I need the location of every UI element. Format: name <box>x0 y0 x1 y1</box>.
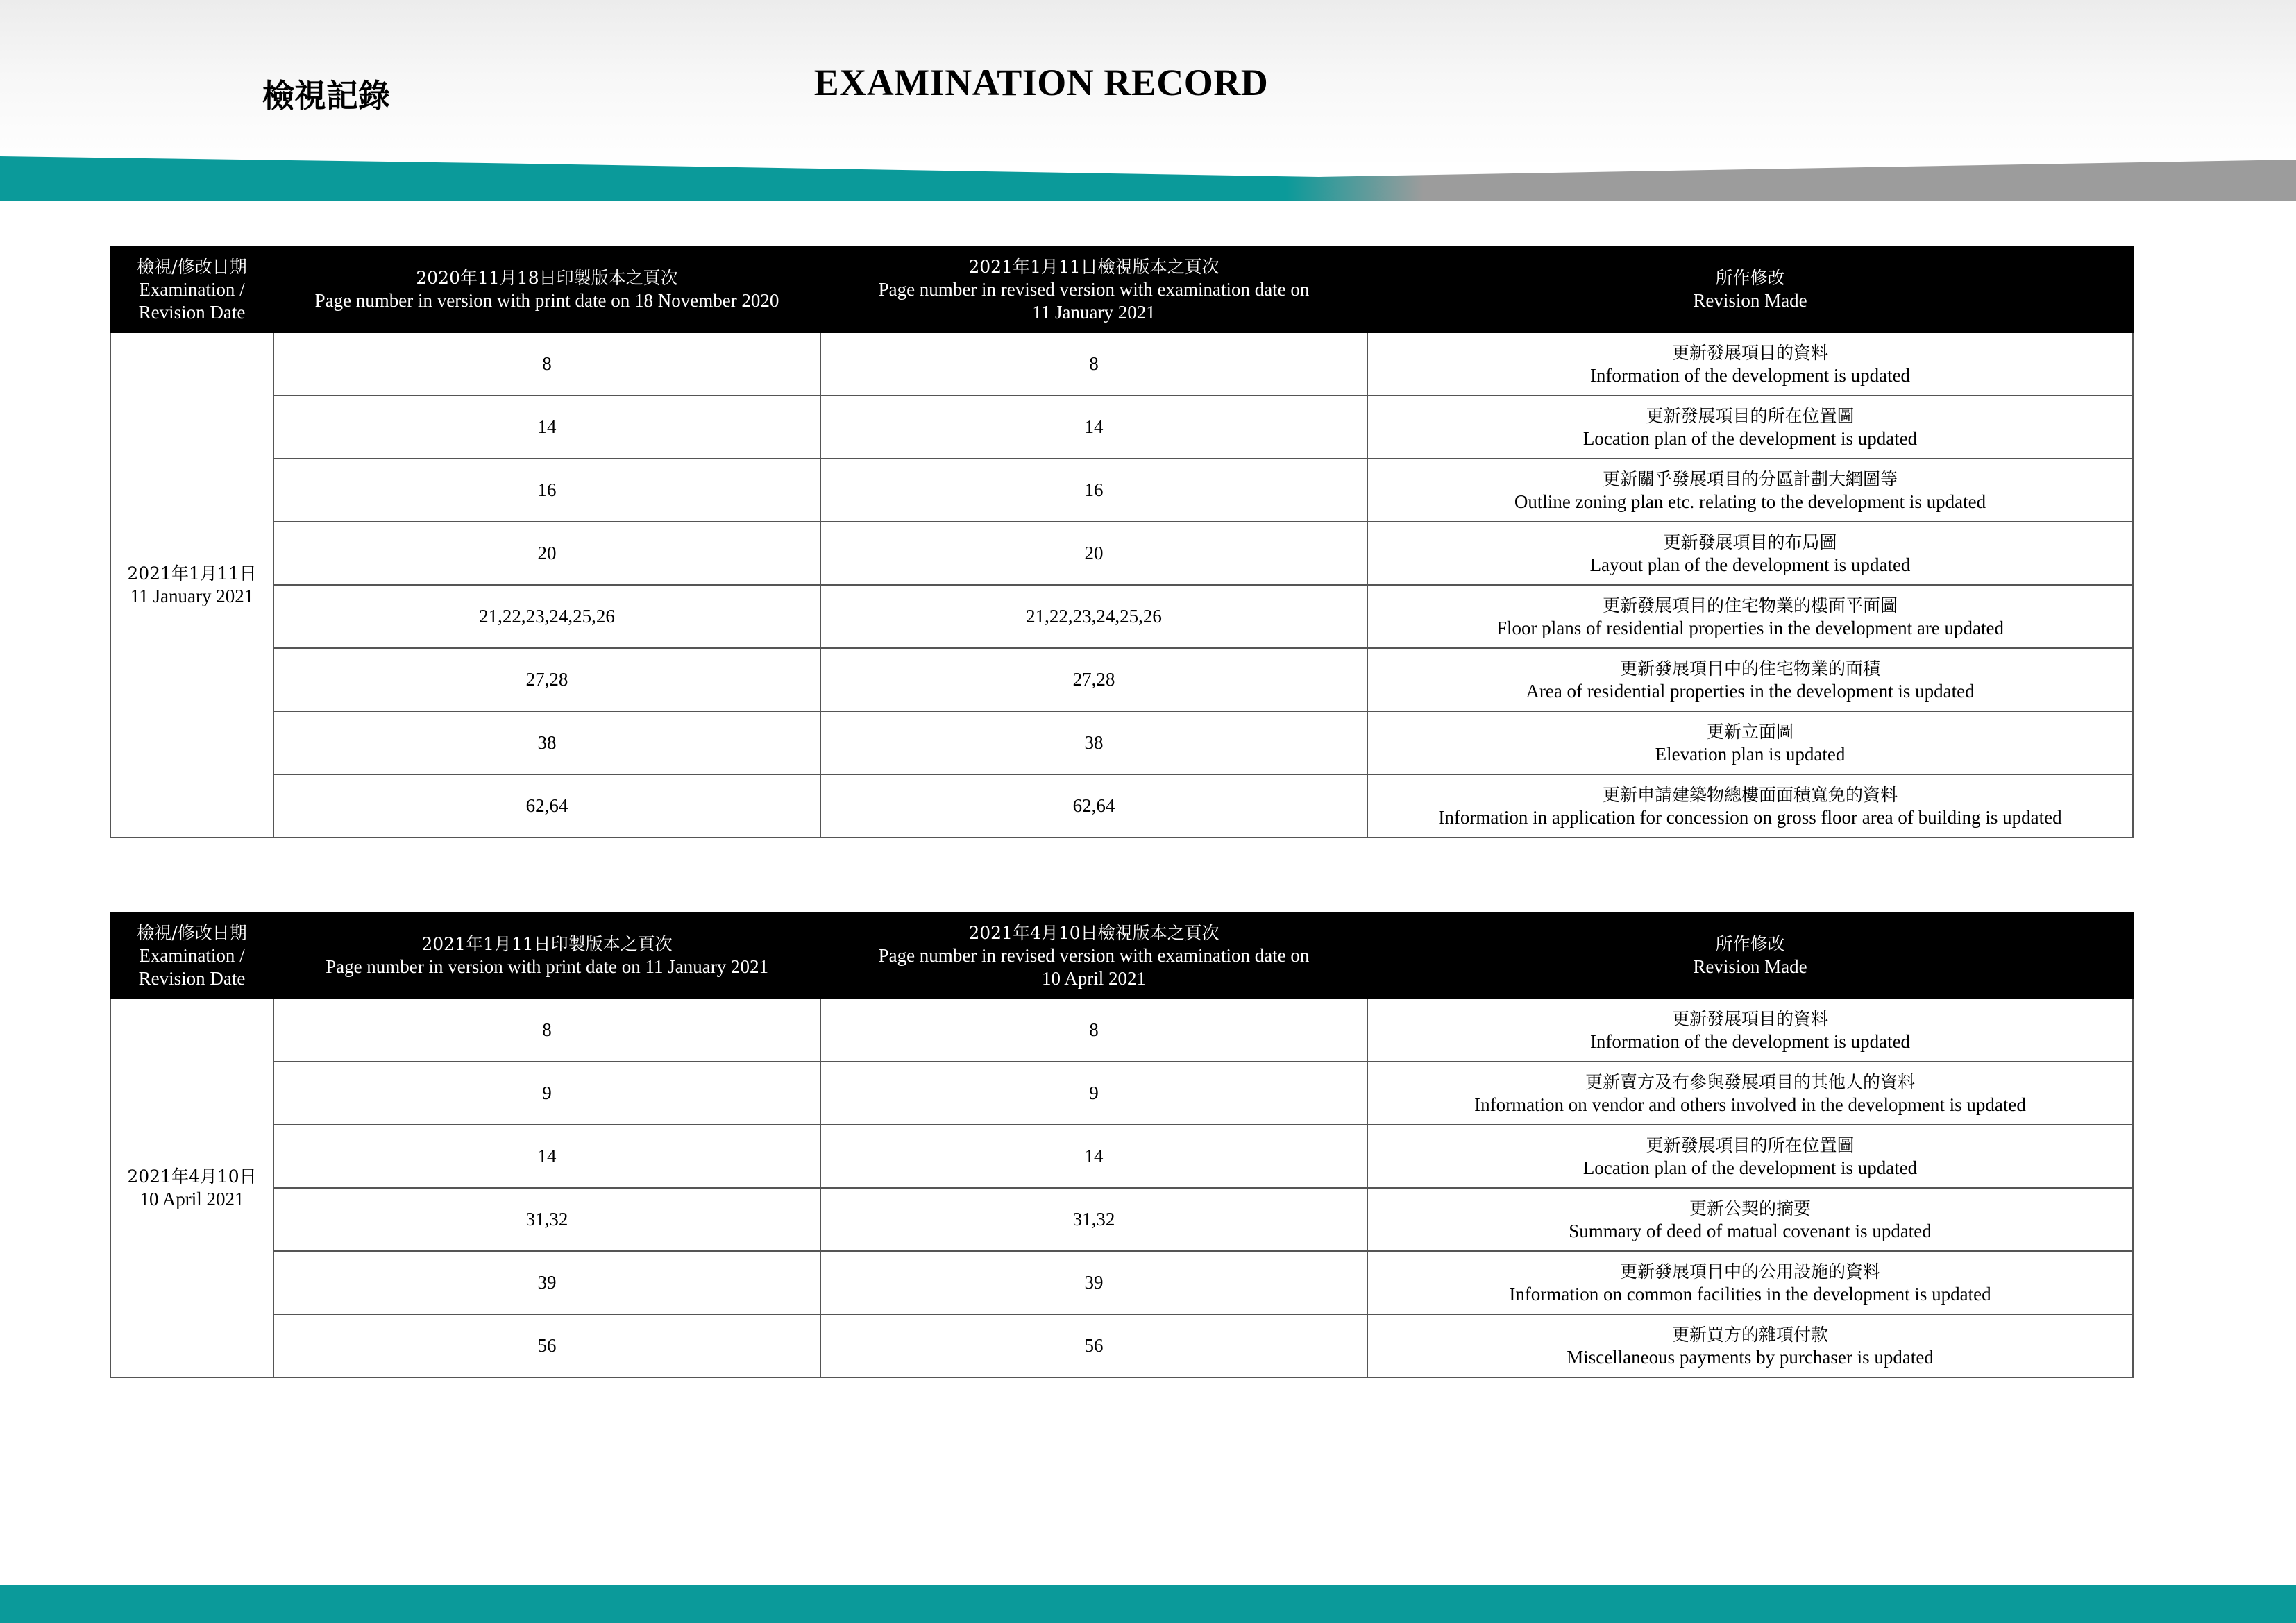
table-row <box>110 459 2133 522</box>
table-header-row <box>110 246 2133 332</box>
revision-zh: 更新公契的摘要 <box>1689 1198 1811 1218</box>
header-new-zh: 2021年1月11日檢視版本之頁次 <box>968 256 1219 277</box>
new-page-cell: 31,32 <box>820 1188 1367 1251</box>
revision-en: Information of the development is updated <box>1589 1030 1911 1052</box>
table-row <box>110 1188 2133 1251</box>
revision-en: Outline zoning plan etc. relating to the development is updated <box>1514 491 1986 512</box>
revision-cell <box>1367 1188 2133 1251</box>
revision-zh: 更新賣方及有參與發展項目的其他人的資料 <box>1585 1071 1915 1092</box>
new-page-cell: 56 <box>820 1314 1367 1377</box>
old-page-cell: 31,32 <box>273 1188 820 1251</box>
table-row <box>110 711 2133 774</box>
header-date-en2: Revision Date <box>138 301 246 323</box>
header-rev-en: Revision Made <box>1693 290 1807 311</box>
table-row <box>110 1251 2133 1314</box>
table-row <box>110 332 2133 396</box>
revision-cell <box>1367 1251 2133 1314</box>
revision-date-en: 11 January 2021 <box>130 586 254 606</box>
old-page-cell: 62,64 <box>273 774 820 838</box>
revision-en: Floor plans of residential properties in the development are updated <box>1496 617 2004 638</box>
revision-en: Information on common facilities in the development is updated <box>1509 1283 1991 1305</box>
header-new-zh: 2021年4月10日檢視版本之頁次 <box>968 922 1219 943</box>
revision-date-en: 10 April 2021 <box>140 1189 244 1209</box>
revision-zh: 更新發展項目中的公用設施的資料 <box>1619 1261 1880 1282</box>
revision-en: Layout plan of the development is updated <box>1589 554 1911 575</box>
header-old-zh: 2020年11月18日印製版本之頁次 <box>416 268 678 288</box>
header-old-en: Page number in version with print date on 18 November 2020 <box>314 290 779 311</box>
page-title: EXAMINATION RECORD <box>813 62 1269 103</box>
header-date-en2: Revision Date <box>138 967 246 989</box>
revision-cell <box>1367 585 2133 648</box>
old-page-cell: 8 <box>273 999 820 1062</box>
revision-zh: 更新關乎發展項目的分區計劃大綱圖等 <box>1602 468 1898 489</box>
new-page-cell: 27,28 <box>820 648 1367 711</box>
old-page-cell: 38 <box>273 711 820 774</box>
revision-cell <box>1367 396 2133 459</box>
table-row <box>110 774 2133 838</box>
header-revision-date <box>110 246 273 332</box>
revision-en: Summary of deed of matual covenant is updated <box>1569 1220 1932 1241</box>
revision-cell <box>1367 1314 2133 1377</box>
new-page-cell: 9 <box>820 1062 1367 1125</box>
table-row <box>110 396 2133 459</box>
revision-en: Area of residential properties in the development is updated <box>1526 680 1975 702</box>
revision-zh: 更新發展項目的住宅物業的樓面平面圖 <box>1602 595 1898 615</box>
revision-en: Information of the development is updated <box>1589 364 1911 386</box>
header-new-en1: Page number in revised version with examination date on <box>878 944 1310 966</box>
revision-zh: 更新發展項目的所在位置圖 <box>1646 1135 1855 1155</box>
revision-cell <box>1367 522 2133 585</box>
table-row <box>110 1062 2133 1125</box>
examination-table-1 <box>110 246 2134 838</box>
revision-en: Information in application for concession on gross floor area of building is updated <box>1438 806 2062 828</box>
new-page-cell: 14 <box>820 1125 1367 1188</box>
revision-zh: 更新立面圖 <box>1706 721 1793 742</box>
header-date-en1: Examination / <box>139 944 245 966</box>
footer-bar <box>0 1585 2296 1623</box>
revision-cell <box>1367 332 2133 396</box>
new-page-cell: 16 <box>820 459 1367 522</box>
revision-cell <box>1367 774 2133 838</box>
header-old-page <box>273 912 820 999</box>
table-row <box>110 585 2133 648</box>
table-row <box>110 1314 2133 1377</box>
revision-en: Location plan of the development is updated <box>1582 1157 1918 1178</box>
old-page-cell: 27,28 <box>273 648 820 711</box>
old-page-cell: 8 <box>273 332 820 396</box>
revision-en: Information on vendor and others involved in the development is updated <box>1474 1094 2026 1115</box>
old-page-cell: 9 <box>273 1062 820 1125</box>
revision-cell <box>1367 648 2133 711</box>
header-revision-date <box>110 912 273 999</box>
header-new-en1: Page number in revised version with examination date on <box>878 278 1310 300</box>
table-header-row <box>110 912 2133 999</box>
revision-cell <box>1367 999 2133 1062</box>
header-new-page <box>820 912 1367 999</box>
revision-date-zh: 2021年1月11日 <box>127 563 257 584</box>
revision-date-zh: 2021年4月10日 <box>127 1166 257 1187</box>
header-old-page <box>273 246 820 332</box>
revision-zh: 更新發展項目的所在位置圖 <box>1646 405 1855 426</box>
header-rev-zh: 所作修改 <box>1715 268 1785 288</box>
header-new-en2: 11 January 2021 <box>1032 301 1156 323</box>
header-revision-made <box>1367 246 2133 332</box>
new-page-cell: 62,64 <box>820 774 1367 838</box>
new-page-cell: 21,22,23,24,25,26 <box>820 585 1367 648</box>
revision-en: Elevation plan is updated <box>1655 743 1846 765</box>
revision-zh: 更新發展項目的布局圖 <box>1663 532 1837 552</box>
revision-zh: 更新發展項目的資料 <box>1671 1008 1828 1029</box>
revision-cell <box>1367 1062 2133 1125</box>
header-date-zh: 檢視/修改日期 <box>137 256 247 277</box>
table-row <box>110 999 2133 1062</box>
header-rev-zh: 所作修改 <box>1715 934 1785 954</box>
revision-zh: 更新申請建築物總樓面面積寬免的資料 <box>1602 784 1898 805</box>
revision-cell <box>1367 459 2133 522</box>
new-page-cell: 8 <box>820 999 1367 1062</box>
header-old-zh: 2021年1月11日印製版本之頁次 <box>421 934 673 954</box>
old-page-cell: 21,22,23,24,25,26 <box>273 585 820 648</box>
new-page-cell: 8 <box>820 332 1367 396</box>
revision-en: Miscellaneous payments by purchaser is updated <box>1567 1346 1934 1368</box>
old-page-cell: 39 <box>273 1251 820 1314</box>
revision-zh: 更新買方的雜項付款 <box>1671 1324 1828 1345</box>
table-row <box>110 648 2133 711</box>
old-page-cell: 56 <box>273 1314 820 1377</box>
new-page-cell: 20 <box>820 522 1367 585</box>
header-band <box>0 149 2296 205</box>
revision-zh: 更新發展項目的資料 <box>1671 342 1828 363</box>
header-new-en2: 10 April 2021 <box>1041 967 1146 989</box>
revision-cell <box>1367 711 2133 774</box>
old-page-cell: 16 <box>273 459 820 522</box>
revision-zh: 更新發展項目中的住宅物業的面積 <box>1619 658 1880 679</box>
page-title-zh: 檢視記錄 <box>262 77 390 114</box>
header-old-en: Page number in version with print date on 11 January 2021 <box>326 956 768 977</box>
old-page-cell: 14 <box>273 396 820 459</box>
header-new-page <box>820 246 1367 332</box>
revision-date-cell <box>110 332 273 838</box>
header-date-zh: 檢視/修改日期 <box>137 922 247 943</box>
old-page-cell: 14 <box>273 1125 820 1188</box>
revision-cell <box>1367 1125 2133 1188</box>
revision-date-cell <box>110 999 273 1377</box>
header-date-en1: Examination / <box>139 278 245 300</box>
table-row <box>110 522 2133 585</box>
header-revision-made <box>1367 912 2133 999</box>
table-row <box>110 1125 2133 1188</box>
old-page-cell: 20 <box>273 522 820 585</box>
header-rev-en: Revision Made <box>1693 956 1807 977</box>
new-page-cell: 38 <box>820 711 1367 774</box>
new-page-cell: 39 <box>820 1251 1367 1314</box>
new-page-cell: 14 <box>820 396 1367 459</box>
examination-table-2 <box>110 912 2134 1378</box>
revision-en: Location plan of the development is updated <box>1582 427 1918 449</box>
